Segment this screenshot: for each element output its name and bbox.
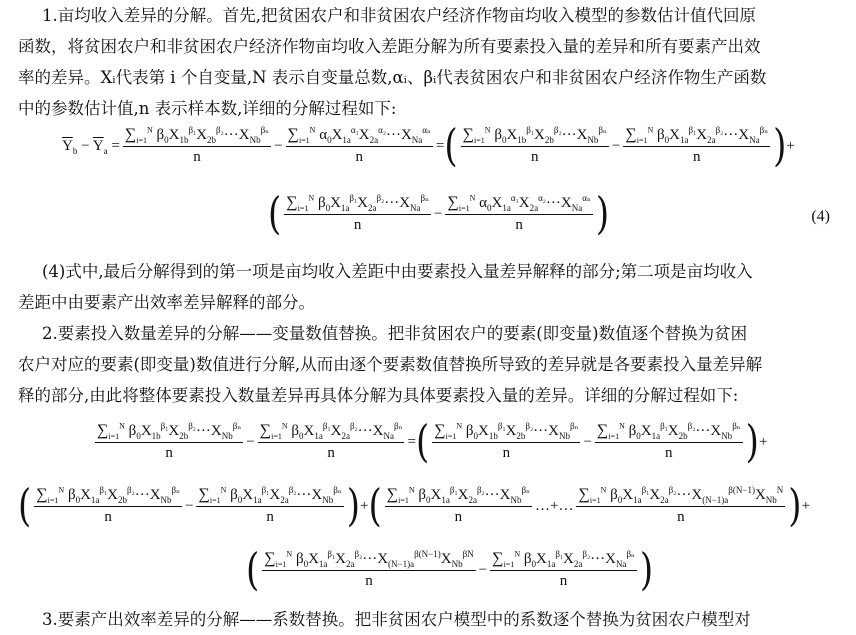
equation-5-row-1: $\frac{\sum_{i=1}^N \beta_0X_{1b}^{\beta_1}X_{2b}^{\beta_2}\cdot\cdot\cdot X_{Nb}^{\beta_n}}{n}$ − $\frac{\sum_{i=1}^N \beta_0X_{1a}^{\beta_1}X_{2a}^{\beta_2}\cdot\cdot\cdot X_{Na}^{\beta_n}}{n}$ = ( $\frac{\sum_{i=1}^N \beta_0X_{1b}^{\beta_1}X_{2b}^{\beta_2}\cdot\cdot\cdot X_{Nb}^{\beta_n}}{n}$ − $\frac{\sum_{i=1}^N \beta_0X_{1a}^{\beta_1}X_{2b}^{\beta_2}\cdot\cdot\cdot X_{Nb}^{\beta_n}}{n}$ ) + <box>97 416 768 468</box>
text-line: 率的差异。Xᵢ代表第 i 个自变量,N 表示自变量总数,αᵢ、βᵢ代表贫困农户和非贫困农户经济作物生产函数 <box>18 68 767 87</box>
fraction: $\frac{\sum_{i=1}^N \beta_0X_{1a}^{\beta_1}X_{2b}^{\beta_2}\cdot\cdot\cdot X_{Nb}^{\beta_n}}{n}$ <box>596 421 741 461</box>
equation-4-row-1: $\overline{Y}_b - \overline{Y}_a$ = $\frac{\sum_{i=1}^N \beta_0X_{1b}^{\beta_1}X_{2b}^{\beta_2}\cdot\cdot\cdot X_{Nb}^{\beta_n}}{n}$ − $\frac{\sum_{i=1}^N \alpha_0X_{1a}^{\alpha_1}X_{2a}^{\alpha_2}\cdot\cdot\cdot X_{Na}^{\alpha_n}}{n}$ = ( $\frac{\sum_{i=1}^N \beta_0X_{1b}^{\beta_1}X_{2b}^{\beta_2}\cdot\cdot\cdot X_{Nb}^{\beta_n}}{n}$ − $\frac{\sum_{i=1}^N \beta_0X_{1a}^{\beta_1}X_{2a}^{\beta_2}\cdot\cdot\cdot X_{Na}^{\beta_n}}{n}$ ) + <box>62 120 795 172</box>
fraction: $\frac{\sum_{i=1}^N \beta_0X_{1a}^{\beta_1}X_{2a}^{\beta_2}\cdot\cdot\cdot X_{(N-1)a}^{\beta(N-1)}X_{Nb}^{\beta N}}{n}$ <box>264 549 474 589</box>
text-line: 函数，将贫困农户和非贫困农户经济作物亩均收入差距分解为所有要素投入量的差异和所有要素产出效 <box>18 37 761 56</box>
fraction: $\frac{\sum_{i=1}^N \beta_0X_{1a}^{\beta_1}X_{2a}^{\beta_2}\cdot\cdot\cdot X_{(N-1)a}^{\beta(N-1)}X_{Nb}^N}{n}$ <box>578 485 784 525</box>
fraction: $\frac{\sum_{i=1}^N \beta_0X_{1a}^{\beta_1}X_{2a}^{\beta_2}\cdot\cdot\cdot X_{Nb}^{\beta_n}}{n}$ <box>386 485 530 525</box>
fraction: $\frac{\sum_{i=1}^N \beta_0X_{1a}^{\beta_1}X_{2b}^{\beta_2}\cdot\cdot\cdot X_{Nb}^{\beta_n}}{n}$ <box>36 485 181 525</box>
text-line: 释的部分,由此将整体要素投入数量差异再具体分解为具体要素投入量的差异。详细的分解过程如下: <box>18 386 739 405</box>
text-line: 2.要素投入数量差异的分解——变量数值替换。把非贫困农户的要素(即变量)数值逐个替换为贫困 <box>42 324 748 343</box>
fraction: $\frac{\sum_{i=1}^N \beta_0X_{1a}^{\beta_1}X_{2a}^{\beta_2}\cdot\cdot\cdot X_{Na}^{\beta_n}}{n}$ <box>286 193 430 233</box>
fraction: $\frac{\sum_{i=1}^N \beta_0X_{1b}^{\beta_1}X_{2b}^{\beta_2}\cdot\cdot\cdot X_{Nb}^{\beta_n}}{n}$ <box>124 125 270 165</box>
text-line: 差距中由要素产出效率差异解释的部分。 <box>18 293 315 312</box>
paragraph-3 <box>18 318 840 411</box>
fraction: $\frac{\sum_{i=1}^N \beta_0X_{1b}^{\beta_1}X_{2b}^{\beta_2}\cdot\cdot\cdot X_{Nb}^{\beta_n}}{n}$ <box>462 125 607 165</box>
fraction: $\frac{\sum_{i=1}^N \beta_0X_{1a}^{\beta_1}X_{2a}^{\beta_2}\cdot\cdot\cdot X_{Na}^{\beta_n}}{n}$ <box>492 549 635 589</box>
text-line: (4)式中,最后分解得到的第一项是亩均收入差距中由要素投入量差异解释的部分;第二项是亩均收入 <box>42 262 753 281</box>
text-line: 中的参数估计值,n 表示样本数,详细的分解过程如下: <box>18 99 397 118</box>
fraction: $\frac{\sum_{i=1}^N \beta_0X_{1b}^{\beta_1}X_{2b}^{\beta_2}\cdot\cdot\cdot X_{Nb}^{\beta_n}}{n}$ <box>434 421 579 461</box>
fraction: $\frac{\sum_{i=1}^N \alpha_0X_{1a}^{\alpha_1}X_{2a}^{\alpha_2}\cdot\cdot\cdot X_{Na}^{\alpha_n}}{n}$ <box>447 193 591 233</box>
fraction: $\frac{\sum_{i=1}^N \alpha_0X_{1a}^{\alpha_1}X_{2a}^{\alpha_2}\cdot\cdot\cdot X_{Na}^{\alpha_n}}{n}$ <box>287 125 431 165</box>
fraction: $\frac{\sum_{i=1}^N \beta_0X_{1a}^{\beta_1}X_{2a}^{\beta_2}\cdot\cdot\cdot X_{Na}^{\beta_n}}{n}$ <box>259 421 403 461</box>
text-line: 3.要素产出效率差异的分解——系数替换。把非贫困农户模型中的系数逐个替换为贫困农户模型对 <box>42 610 751 629</box>
equation-number: (4) <box>811 208 830 225</box>
equation-4-row-2: ( $\frac{\sum_{i=1}^N \beta_0X_{1a}^{\beta_1}X_{2a}^{\beta_2}\cdot\cdot\cdot X_{Na}^{\beta_n}}{n}$ − $\frac{\sum_{i=1}^N \alpha_0X_{1a}^{\alpha_1}X_{2a}^{\alpha_2}\cdot\cdot\cdot X_{Na}^{\alpha_n}}{n}$ ) <box>268 188 610 240</box>
equation-5-row-2: ( $\frac{\sum_{i=1}^N \beta_0X_{1a}^{\beta_1}X_{2b}^{\beta_2}\cdot\cdot\cdot X_{Nb}^{\beta_n}}{n}$ − $\frac{\sum_{i=1}^N \beta_0X_{1a}^{\beta_1}X_{2a}^{\beta_2}\cdot\cdot\cdot X_{Nb}^{\beta_n}}{n}$ ) + ( $\frac{\sum_{i=1}^N \beta_0X_{1a}^{\beta_1}X_{2a}^{\beta_2}\cdot\cdot\cdot X_{Nb}^{\beta_n}}{n}$ …+… $\frac{\sum_{i=1}^N \beta_0X_{1a}^{\beta_1}X_{2a}^{\beta_2}\cdot\cdot\cdot X_{(N-1)a}^{\beta(N-1)}X_{Nb}^N}{n}$ ) + <box>18 480 811 532</box>
paragraph-2 <box>18 256 840 318</box>
equation-5-row-3: ( $\frac{\sum_{i=1}^N \beta_0X_{1a}^{\beta_1}X_{2a}^{\beta_2}\cdot\cdot\cdot X_{(N-1)a}^{\beta(N-1)}X_{Nb}^{\beta N}}{n}$ − $\frac{\sum_{i=1}^N \beta_0X_{1a}^{\beta_1}X_{2a}^{\beta_2}\cdot\cdot\cdot X_{Na}^{\beta_n}}{n}$ ) <box>246 544 654 596</box>
fraction: $\frac{\sum_{i=1}^N \beta_0X_{1b}^{\beta_1}X_{2b}^{\beta_2}\cdot\cdot\cdot X_{Nb}^{\beta_n}}{n}$ <box>97 421 242 461</box>
fraction: $\frac{\sum_{i=1}^N \beta_0X_{1a}^{\beta_1}X_{2a}^{\beta_2}\cdot\cdot\cdot X_{Nb}^{\beta_n}}{n}$ <box>198 485 342 525</box>
lhs: $\overline{Y}_b - \overline{Y}_a$ = <box>62 137 120 156</box>
text-line: 农户对应的要素(即变量)数值进行分解,从而由逐个要素数值替换所导致的差异就是各要素投入量差异解 <box>18 355 763 374</box>
text-line: 1.亩均收入差异的分解。首先,把贫困农户和非贫困农户经济作物亩均收入模型的参数估计值代回原 <box>42 6 756 25</box>
paragraph-4 <box>18 604 840 635</box>
paragraph-1 <box>18 0 840 124</box>
fraction: $\frac{\sum_{i=1}^N \beta_0X_{1a}^{\beta_1}X_{2a}^{\beta_2}\cdot\cdot\cdot X_{Na}^{\beta_n}}{n}$ <box>625 125 769 165</box>
